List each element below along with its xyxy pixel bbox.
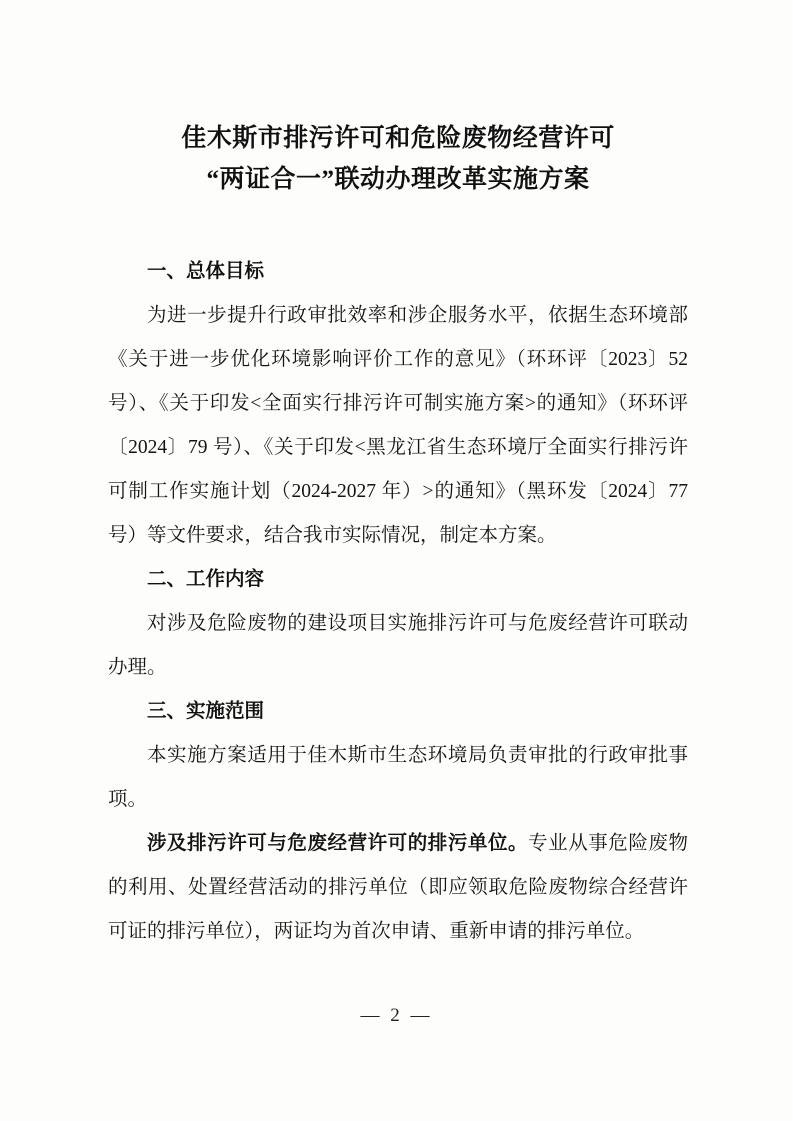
page-title	[108, 118, 688, 200]
title-spacer	[108, 200, 688, 250]
section-heading-overall-goal: 一、总体目标	[147, 261, 265, 282]
document-body	[108, 118, 688, 954]
scope-paragraph-lead: 涉及排污许可与危废经营许可的排污单位。	[147, 833, 529, 854]
section-paragraph-work-content: 对涉及危险废物的建设项目实施排污许可与危废经营许可联动办理。	[108, 613, 688, 678]
title-line-2: “两证合一”联动办理改革实施方案	[206, 166, 590, 193]
section-paragraph-overall-goal: 为进一步提升行政审批效率和涉企服务水平，依据生态环境部《关于进一步优化环境影响评价工作的意见》（环环评〔2023〕52 号）、《关于印发<全面实行排污许可制实施方案>的通知》（环环评〔2024〕79 号）、《关于印发<黑龙江省生态环境厅全面实行排污许可制工作实施计划（2024-2027 年）>的通知》（黑环发〔2024〕77 号）等文件要求，结合我市实际情况，制定本方案。	[108, 305, 688, 546]
section-heading-implementation-scope: 三、实施范围	[147, 701, 265, 722]
page-number: — 2 —	[360, 1005, 433, 1026]
section-heading-work-content: 二、工作内容	[147, 569, 265, 590]
section-paragraph-implementation-scope: 本实施方案适用于佳木斯市生态环境局负责审批的行政审批事项。	[108, 745, 688, 810]
scope-paragraph-rest: 专业从事危险废物的利用、处置经营活动的排污单位（即应领取危险废物综合经营许可证的排污单位），两证均为首次申请、重新申请的排污单位。	[108, 833, 688, 942]
title-line-1: 佳木斯市排污许可和危险废物经营许可	[181, 125, 615, 152]
scope-paragraph	[108, 822, 688, 954]
